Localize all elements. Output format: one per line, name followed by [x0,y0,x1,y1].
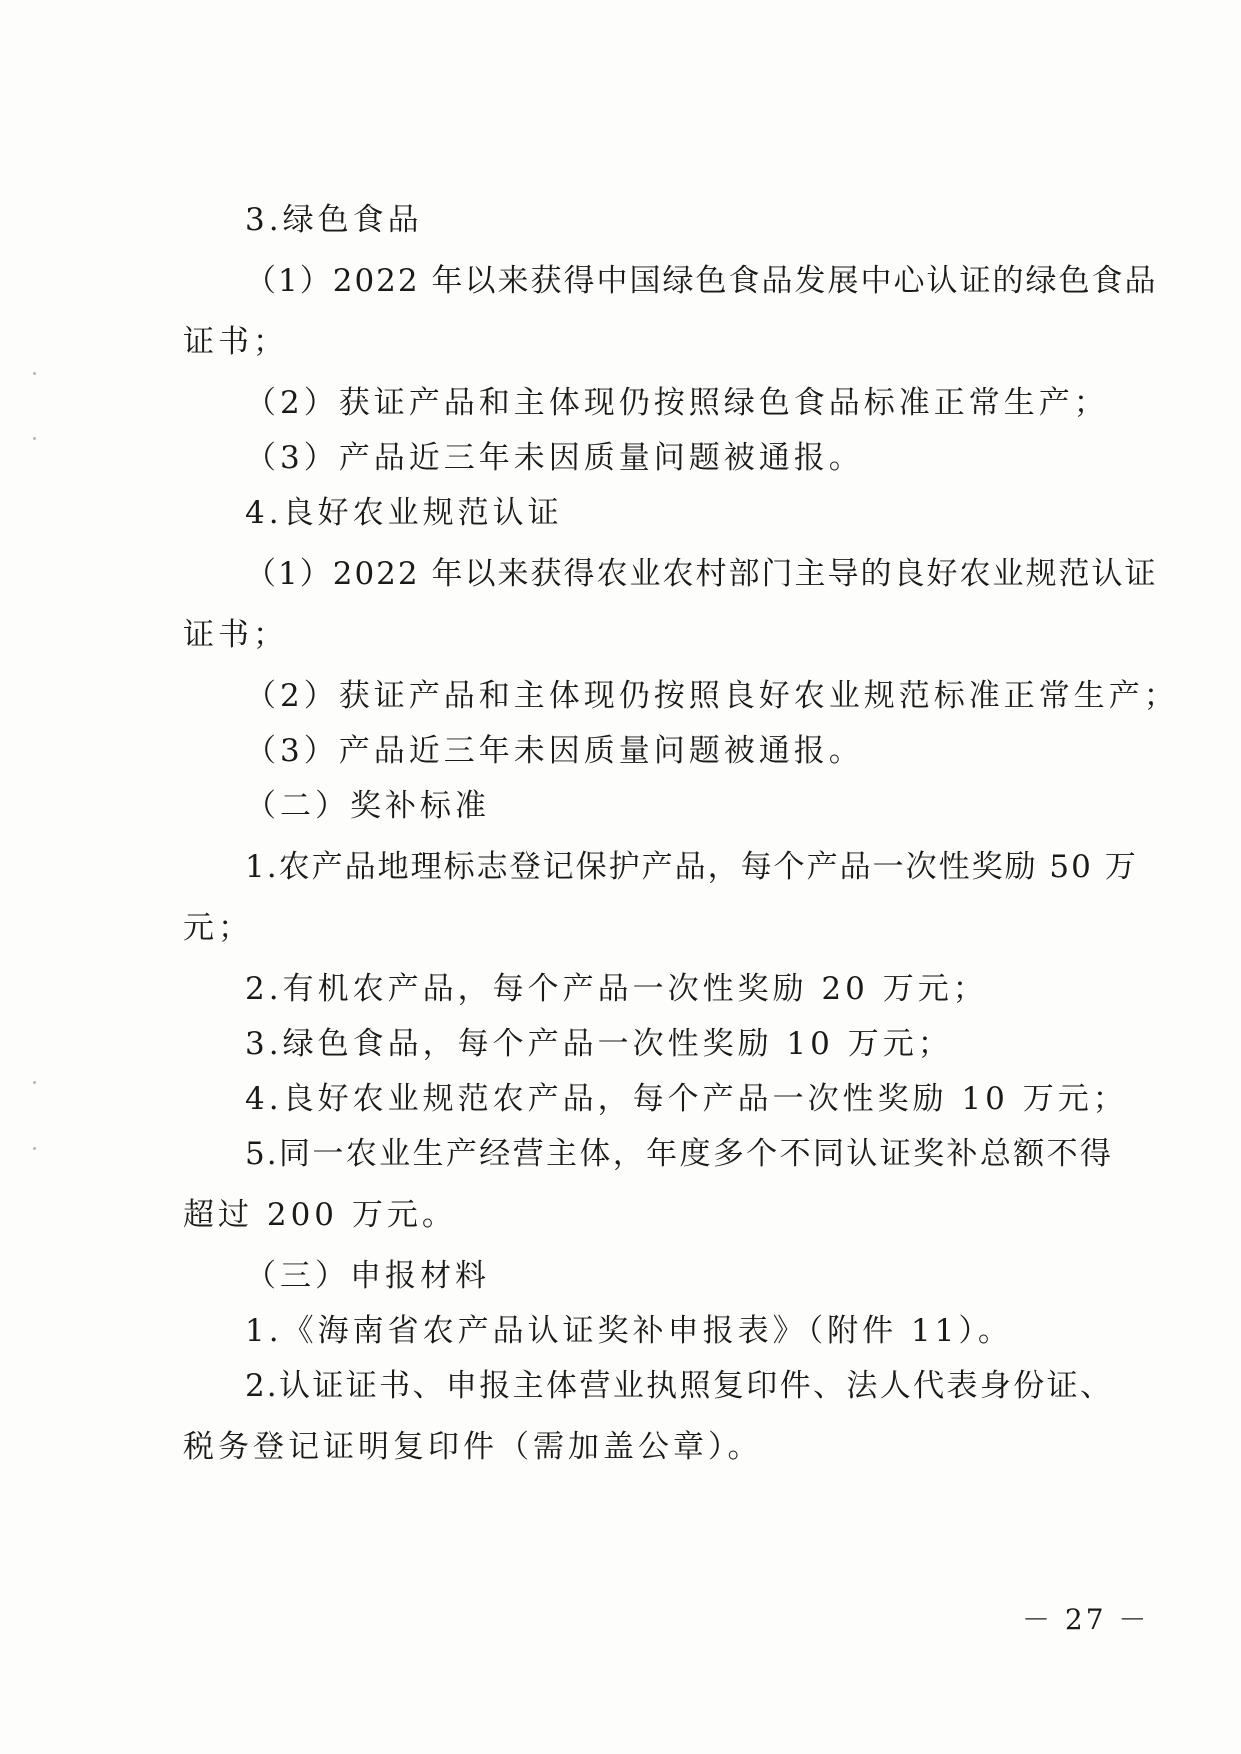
document-body [183,200,1179,1467]
scan-speck [33,372,36,375]
page-number: － 27 － [1022,1603,1150,1636]
paragraph-line: 1.农产品地理标志登记保护产品，每个产品一次性奖励 50 万 [245,849,1138,885]
list-item: 4.良好农业规范农产品，每个产品一次性奖励 10 万元； [245,1081,1128,1117]
paragraph-line: 超过 200 万元。 [183,1197,457,1233]
paragraph-line: 2.认证证书、申报主体营业执照复印件、法人代表身份证、 [245,1368,1113,1404]
section-heading-green-food: 3.绿色食品 [245,202,423,238]
section-heading-reward-standard: （二）奖补标准 [245,788,490,824]
list-item: （3）产品近三年未因质量问题被通报。 [245,440,864,476]
paragraph-line: 证书； [183,324,288,360]
scan-speck [33,1147,36,1150]
list-item: 1.《海南省农产品认证奖补申报表》（附件 11）。 [245,1313,1013,1349]
section-heading-gap-certification: 4.良好农业规范认证 [245,495,563,531]
list-item: 3.绿色食品，每个产品一次性奖励 10 万元； [245,1026,953,1062]
list-item: 2.有机农产品，每个产品一次性奖励 20 万元； [245,971,988,1007]
paragraph-line: 税务登记证明复印件（需加盖公章）。 [183,1429,763,1465]
scan-speck [33,437,36,440]
paragraph-line: 5.同一农业生产经营主体，年度多个不同认证奖补总额不得 [245,1136,1113,1172]
paragraph-line: 证书； [183,617,288,653]
list-item: （2）获证产品和主体现仍按照良好农业规范标准正常生产； [245,678,1179,714]
list-item: （3）产品近三年未因质量问题被通报。 [245,733,864,769]
list-item: （2）获证产品和主体现仍按照绿色食品标准正常生产； [245,385,1109,421]
scan-speck [33,1081,36,1084]
paragraph-line: 元； [183,910,253,946]
paragraph-line: （1）2022 年以来获得中国绿色食品发展中心认证的绿色食品 [245,263,1158,299]
section-heading-application-materials: （三）申报材料 [245,1258,490,1294]
paragraph-line: （1）2022 年以来获得农业农村部门主导的良好农业规范认证 [245,556,1158,592]
